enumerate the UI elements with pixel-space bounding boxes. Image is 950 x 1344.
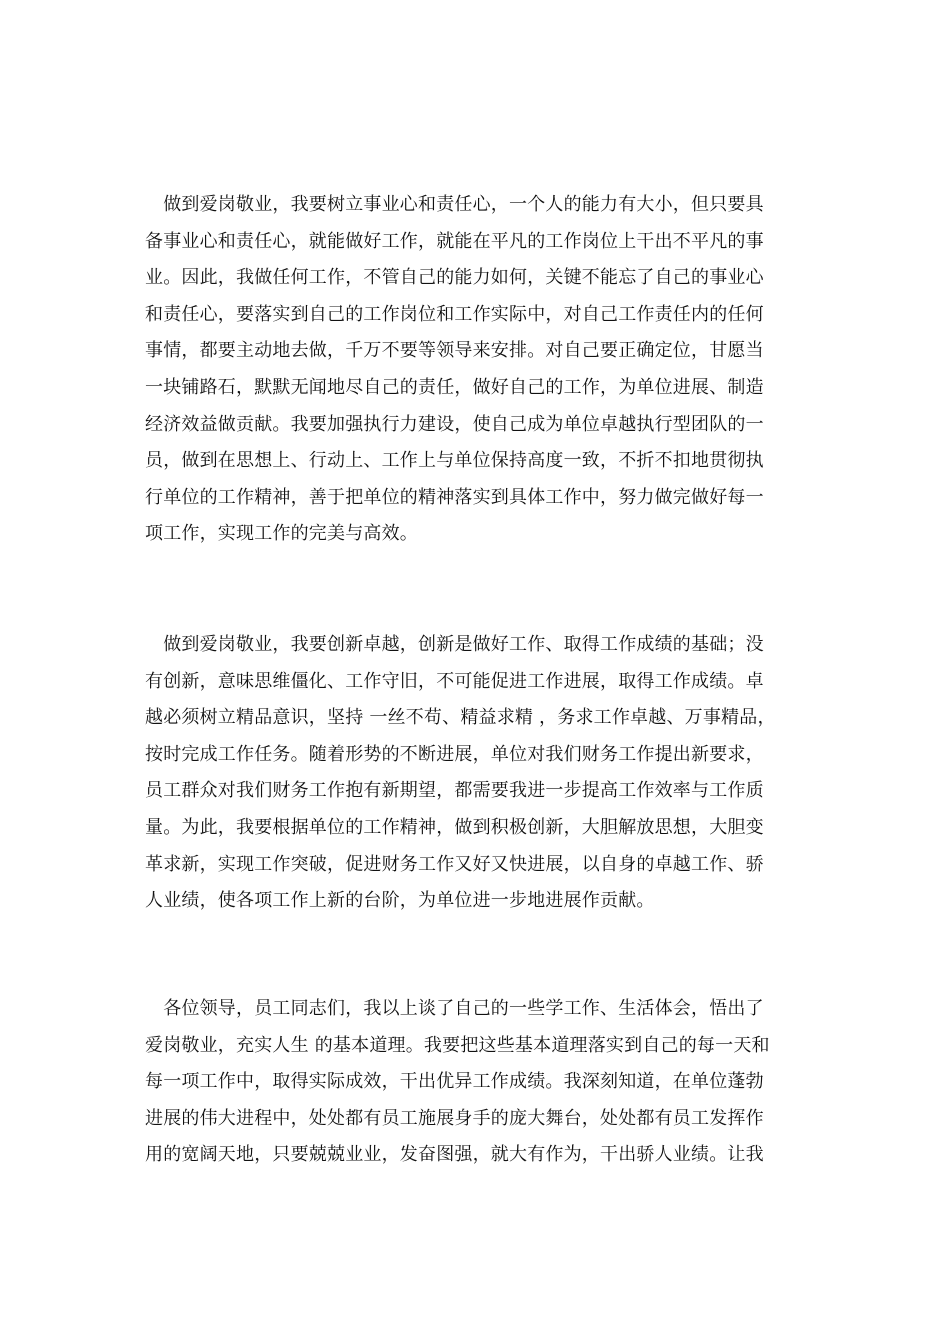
paragraph-line: 量。为此，我要根据单位的工作精神，做到积极创新，大胆解放思想，大胆变 (145, 816, 764, 838)
paragraph-line: 员工群众对我们财务工作抱有新期望，都需要我进一步提高工作效率与工作质 (145, 780, 764, 802)
paragraph-line: 进展的伟大进程中，处处都有员工施展身手的庞大舞台，处处都有员工发挥作 (145, 1107, 764, 1129)
paragraph-line: 一块铺路石，默默无闻地尽自己的责任，做好自己的工作，为单位进展、制造 (145, 376, 764, 398)
paragraph-line: 项工作，实现工作的完美与高效。 (145, 523, 418, 545)
paragraph-3 (145, 991, 770, 1174)
paragraph-line: 做到爱岗敬业，我要树立事业心和责任心，一个人的能力有大小，但只要具 (145, 194, 764, 215)
paragraph-line: 越必须树立精品意识，坚持 一丝不苟、精益求精 ，务求工作卓越、万事精品， (145, 707, 776, 729)
paragraph-2 (145, 627, 776, 920)
paragraph-line: 有创新，意味思维僵化、工作守旧，不可能促进工作进展，取得工作成绩。卓 (145, 670, 764, 692)
paragraph-line: 备事业心和责任心，就能做好工作，就能在平凡的工作岗位上干出不平凡的事 (145, 230, 764, 252)
paragraph-line: 业。因此，我做任何工作，不管自己的能力如何，关键不能忘了自己的事业心 (145, 267, 764, 289)
paragraph-line: 经济效益做贡献。我要加强执行力建设，使自己成为单位卓越执行型团队的一 (145, 413, 764, 435)
paragraph-line: 爱岗敬业，充实人生 的基本道理。我要把这些基本道理落实到自己的每一天和 (145, 1034, 770, 1056)
paragraph-line: 行单位的工作精神，善于把单位的精神落实到具体工作中，努力做完做好每一 (145, 486, 764, 508)
paragraph-line: 和责任心，要落实到自己的工作岗位和工作实际中，对自己工作责任内的任何 (145, 303, 764, 325)
paragraph-line: 各位领导，员工同志们，我以上谈了自己的一些学工作、生活体会，悟出了 (145, 998, 764, 1019)
paragraph-line: 革求新，实现工作突破，促进财务工作又好又快进展，以自身的卓越工作、骄 (145, 853, 764, 875)
paragraph-line: 每一项工作中，取得实际成效，干出优异工作成绩。我深刻知道，在单位蓬勃 (145, 1071, 764, 1093)
paragraph-line: 做到爱岗敬业，我要创新卓越，创新是做好工作、取得工作成绩的基础；没 (145, 634, 764, 655)
paragraph-line: 用的宽阔天地，只要兢兢业业，发奋图强，就大有作为，干出骄人业绩。让我 (145, 1144, 764, 1166)
paragraph-line: 事情，都要主动地去做，千万不要等领导来安排。对自己要正确定位，甘愿当 (145, 340, 764, 362)
paragraph-line: 员，做到在思想上、行动上、工作上与单位保持高度一致，不折不扣地贯彻执 (145, 450, 764, 472)
paragraph-line: 按时完成工作任务。随着形势的不断进展，单位对我们财务工作提出新要求， (145, 743, 764, 765)
paragraph-line: 人业绩，使各项工作上新的台阶，为单位进一步地进展作贡献。 (145, 890, 655, 912)
paragraph-1 (145, 187, 764, 553)
